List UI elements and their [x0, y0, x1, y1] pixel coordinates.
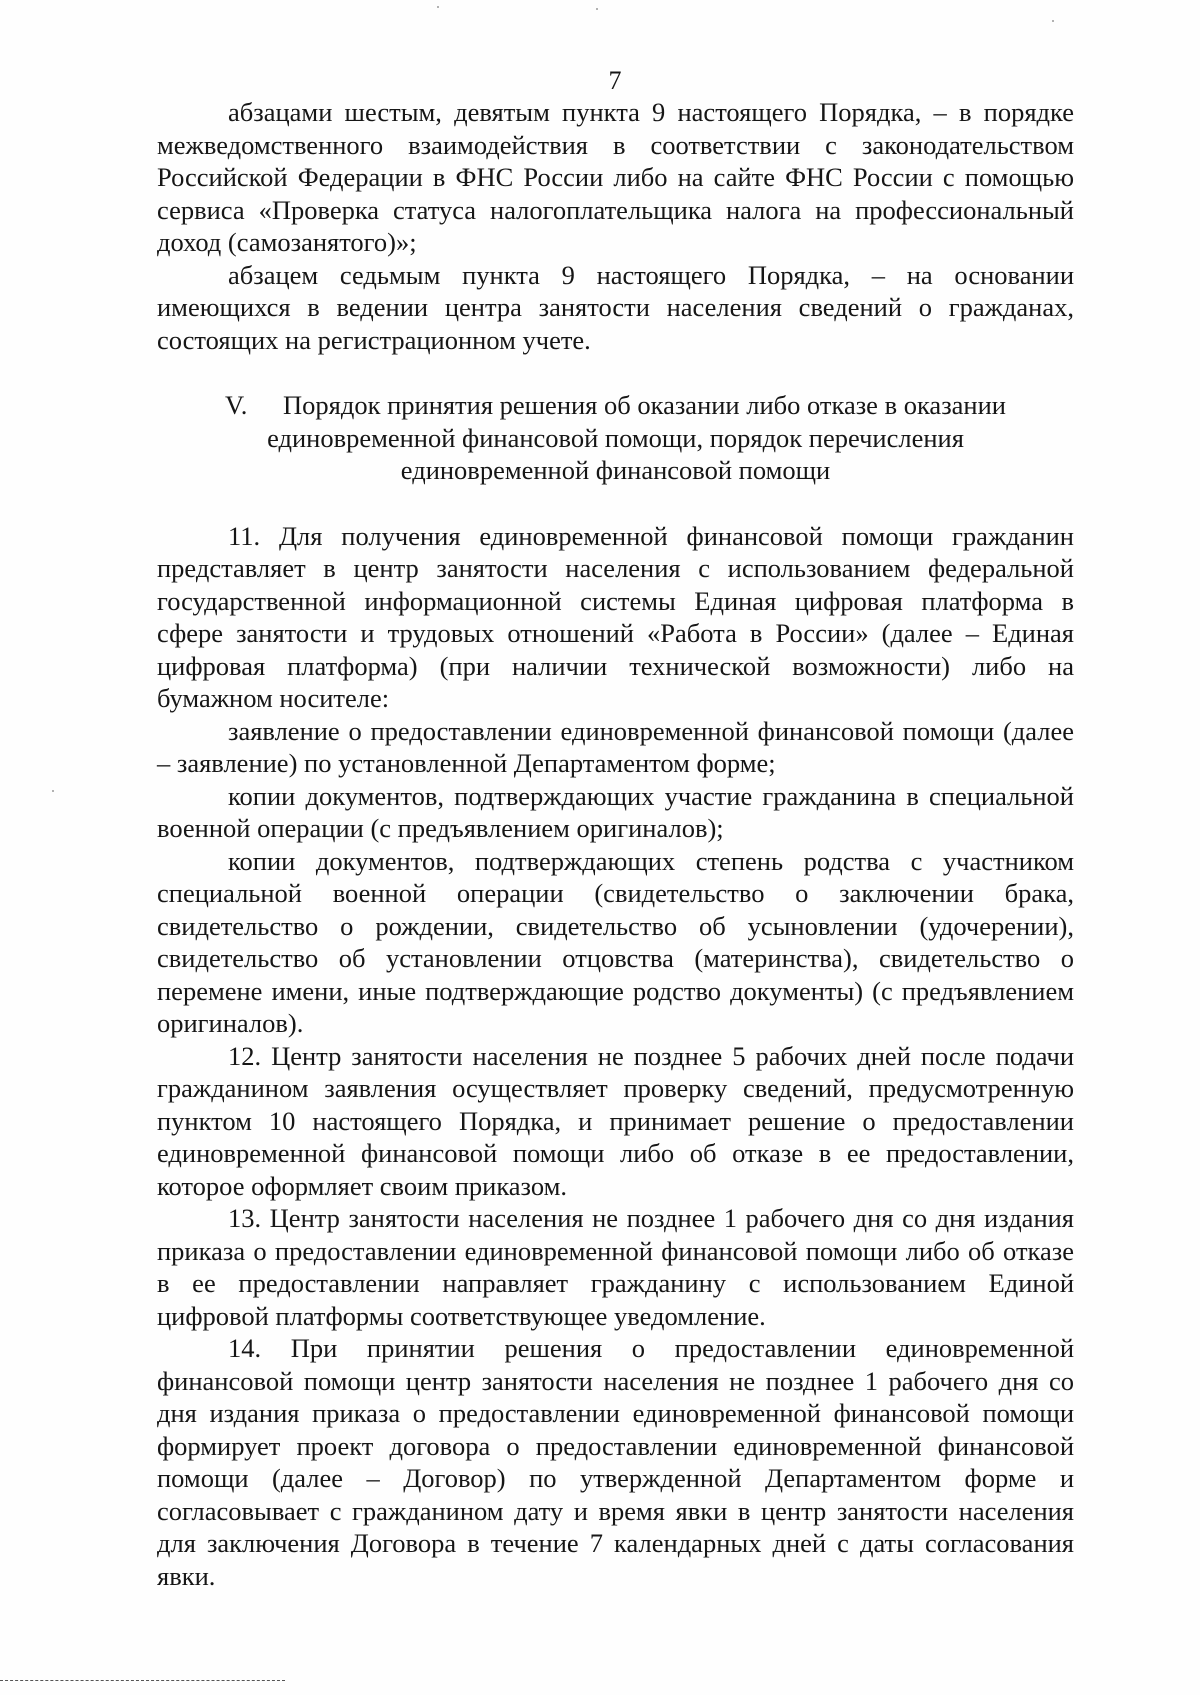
section-title-line-1: Порядок принятия решения об оказании либо отказе в оказании	[283, 390, 1006, 420]
paragraph: 12. Центр занятости населения не позднее 5 рабочих дней после подачи гражданином заявления осуществляет проверку сведений, предусмотренную пунктом 10 настоящего Порядка, и принимает решение о предоставлении единовременной финансовой помощи либо об отказе в ее предоставлении, которое оформляет своим приказом.	[157, 1040, 1074, 1201]
paragraph: копии документов, подтверждающих участие гражданина в специальной военной операции (с предъявлением оригиналов);	[157, 780, 1074, 843]
section-title-line-2: единовременной финансовой помощи, порядок перечисления	[267, 422, 964, 453]
scan-speck	[1052, 20, 1054, 22]
section-heading	[157, 389, 1074, 487]
section-heading-line	[157, 389, 1074, 422]
paragraph: 13. Центр занятости населения не позднее 1 рабочего дня со дня издания приказа о предоставлении единовременной финансовой помощи либо об отказе в ее предоставлении направляет гражданину с использованием Единой цифровой платформы соответствующее уведомление.	[157, 1203, 1074, 1331]
paragraph: копии документов, подтверждающих степень родства с участником специальной военной операции (свидетельство о заключении брака, свидетельство о рождении, свидетельство об усыновлении (удочерении), свидетельство об установлении отцовства (материнства), свидетельство о перемене имени, иные подтверждающие родство документы) (с предъявлением оригиналов).	[157, 845, 1074, 1038]
document-body	[157, 96, 1074, 1592]
scan-speck	[52, 790, 54, 792]
page-number: 7	[608, 66, 622, 95]
paragraph: абзацами шестым, девятым пункта 9 настоящего Порядка, – в порядке межведомственного взаимодействия в соответствии с законодательством Российской Федерации в ФНС России либо на сайте ФНС России с помощью сервиса «Проверка статуса налогоплательщика налога на профессиональный доход (самозанятого)»;	[157, 97, 1074, 257]
paragraph: 14. При принятии решения о предоставлении единовременной финансовой помощи центр занятости населения не позднее 1 рабочего дня со дня издания приказа о предоставлении единовременной финансовой помощи формирует проект договора о предоставлении единовременной финансовой помощи (далее – Договор) по утвержденной Департаментом форме и согласовывает с гражданином дату и время явки в центр занятости населения для заключения Договора в течение 7 календарных дней с даты согласования явки.	[157, 1333, 1074, 1591]
section-title-line-3: единовременной финансовой помощи	[400, 455, 831, 485]
paragraph: 11. Для получения единовременной финансовой помощи гражданин представляет в центр занятости населения с использованием федеральной государственной информационной системы Единая цифровая платформа в сфере занятости и трудовых отношений «Работа в России» (далее – Единая цифровая платформа) (при наличии технической возможности) либо на бумажном носителе:	[157, 520, 1074, 713]
scan-speck	[596, 8, 598, 10]
paragraph: абзацем седьмым пункта 9 настоящего Порядка, – на основании имеющихся в ведении центра занятости населения сведений о гражданах, состоящих на регистрационном учете.	[157, 259, 1074, 355]
paragraph: заявление о предоставлении единовременной финансовой помощи (далее – заявление) по установленной Департаментом форме;	[157, 715, 1074, 778]
scan-speck	[437, 6, 439, 8]
footer-rule	[0, 1680, 285, 1681]
section-number: V.	[225, 390, 248, 420]
